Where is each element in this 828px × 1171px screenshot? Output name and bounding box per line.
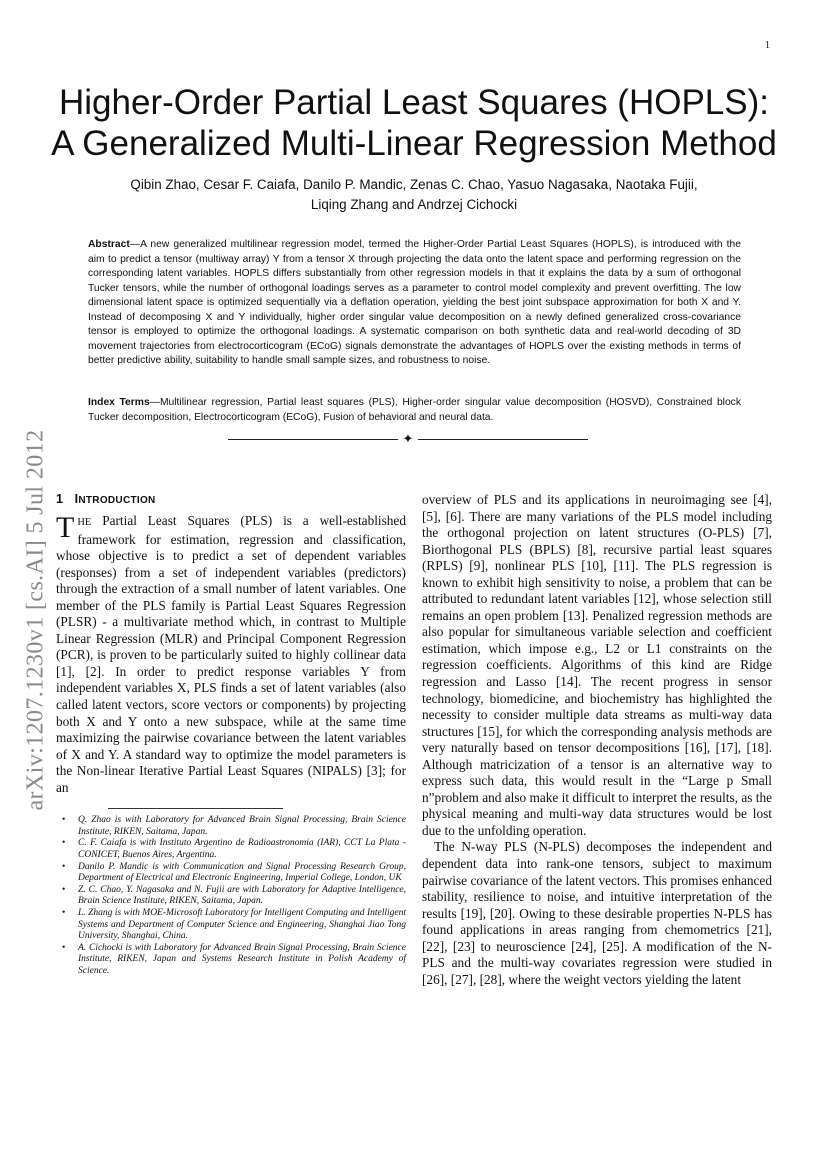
footnote-item: • Z. C. Chao, Y. Nagasaka and N. Fujii are with Laboratory for Adaptive Intelligence, Brain Science Institute, RIKEN, Saitama, Japan. bbox=[78, 885, 406, 908]
intro-paragraph-2: overview of PLS and its applications in neuroimaging see [4], [5], [6]. There are many variations of the PLS model including the orthogonal projection on latent structures (O-PLS) [7], Biorthogonal PLS (BPLS) [8], recursive partial least squares (RPLS) [9], nonlinear PLS [10], [11]. The PLS regression is known to exhibit high sensitivity to noise, a problem that can be attributed to redundant latent variables [12], whose selection still remains an open problem [13]. Penalized regression methods are also popular for simultaneous variable selection and coefficient estimation, which impose e.g., L2 or L1 constraints on the regression coefficients. Algorithms of this kind are Ridge regression and Lasso [14]. The recent progress in sensor technology, biomedicine, and biochemistry has highlighted the necessity to consider multiple data streams as multi-way data structures [15], for which the corresponding analysis methods are very naturally based on tensor decompositions [16], [17], [18]. Although matricization of a tensor is an alternative way to express such data, this would result in the “Large p Small n”problem and also make it difficult to interpret the results, as the physical meaning and multi-way data structures would be lost due to the unfolding operation. bbox=[422, 492, 772, 838]
section-number: 1 bbox=[56, 492, 64, 506]
abstract-label: Abstract bbox=[88, 239, 130, 250]
author-list bbox=[110, 175, 718, 215]
section-title-rest: NTRODUCTION bbox=[78, 495, 156, 506]
intro-left-text: Partial Least Squares (PLS) is a well-established framework for estimation, regression and classification, whose objective is to predict a set of dependent variables (responses) from a set of independent variables (predictors) through the extraction of a small number of latent variables. One member of the PLS family is Partial Least Squares Regression (PLSR) - a multivariate method which, in contrast to Multiple Linear Regression (MLR) and Principal Component Regression (PCR), is proven to be particularly suited to highly collinear data [1], [2]. In order to predict response variables Y from independent variables X, PLS finds a set of latent variables (also called latent vectors, score vectors or components) by projecting both X and Y onto a new subspace, while at the same time maximizing the pairwise covariance between the latent variables of X and Y. A standard way to optimize the model parameters is the Non-linear Iterative Partial Least Squares (NIPALS) [3]; for an bbox=[56, 513, 406, 795]
arxiv-identifier bbox=[20, 395, 52, 845]
intro-first-word-rest: HE bbox=[77, 517, 92, 528]
title-line-2: A Generalized Multi-Linear Regression Method bbox=[51, 124, 777, 163]
intro-paragraph-3: The N-way PLS (N-PLS) decomposes the independent and dependent data into rank-one tensors, subject to maximum pairwise covariance of the latent vectors. This promises enhanced stability, resilience to noise, and intuitive interpretation of the results [19], [20]. Owing to these desirable properties N-PLS has found applications in areas ranging from chemometrics [21], [22], [23] to neuroscience [24], [25]. A modification of the N-PLS and the multi-way covariates regression were studied in [26], [27], [28], where the weight vectors yielding the latent bbox=[422, 839, 772, 987]
affiliation-footnotes bbox=[56, 815, 406, 977]
paper-title bbox=[40, 82, 788, 164]
abstract-text: —A new generalized multilinear regression model, termed the Higher-Order Partial Least Squares (HOPLS), is introduced with the aim to predict a tensor (multiway array) Y from a tensor X through projecting the data onto the latent space and performing regression on the corresponding latent variables. HOPLS differs substantially from other regression models in that it explains the data by a sum of orthogonal Tucker tensors, while the number of orthogonal loadings serves as a parameter to control model complexity and prevent overfitting. The low dimensional latent space is optimized sequentially via a deflation operation, yielding the best joint subspace approximation for both X and Y. Instead of decomposing X and Y individually, higher order singular value decomposition on a newly defined generalized cross-covariance tensor is employed to optimize the orthogonal loadings. A systematic comparison on both synthetic data and real-world decoding of 3D movement trajectories from electrocorticogram (ECoG) signals demonstrate the advantages of HOPLS over the existing methods in terms of better predictive ability, suitability to handle small sample sizes, and robustness to noise. bbox=[88, 239, 741, 367]
drop-cap: T bbox=[56, 511, 75, 544]
right-column bbox=[422, 492, 772, 988]
index-terms-label: Index Terms bbox=[88, 397, 150, 408]
footnote-rule bbox=[108, 808, 283, 809]
arxiv-identifier-text: arXiv:1207.1230v1 [cs.AI] 5 Jul 2012 bbox=[22, 429, 49, 811]
section-divider bbox=[228, 432, 588, 446]
footnote-item: • A. Cichocki is with Laboratory for Advanced Brain Signal Processing, Brain Science Institute, RIKEN, Japan and Systems Research Institute in Polish Academy of Science. bbox=[78, 943, 406, 978]
page-number: 1 bbox=[765, 40, 770, 51]
authors-line-2: Liqing Zhang and Andrzej Cichocki bbox=[310, 197, 518, 212]
footnote-item: • Danilo P. Mandic is with Communication and Signal Processing Research Group, Department of Electrical and Electronic Engineering, Imperial College, London, UK bbox=[78, 862, 406, 885]
footnote-item: • C. F. Caiafa is with Instituto Argentino de Radioastronomía (IAR), CCT La Plata - CONICET, Buenos Aires, Argentina. bbox=[78, 838, 406, 861]
section-heading-introduction bbox=[56, 492, 406, 509]
left-column bbox=[56, 492, 406, 978]
divider-ornament-icon: ✦ bbox=[402, 431, 414, 446]
abstract bbox=[88, 238, 741, 369]
intro-paragraph-1 bbox=[56, 513, 406, 796]
title-line-1: Higher-Order Partial Least Squares (HOPLS): bbox=[59, 83, 769, 122]
index-terms bbox=[88, 396, 741, 425]
divider-rule-left bbox=[228, 439, 398, 440]
section-title-initial: I bbox=[74, 492, 79, 506]
footnote-item: • L. Zhang is with MOE-Microsoft Laboratory for Intelligent Computing and Intelligent Systems and Department of Computer Science and Engineering, Shanghai Jiao Tong University, Shanghai, China. bbox=[78, 908, 406, 943]
authors-line-1: Qibin Zhao, Cesar F. Caiafa, Danilo P. Mandic, Zenas C. Chao, Yasuo Nagasaka, Naotaka Fujii, bbox=[130, 177, 698, 192]
index-terms-text: —Multilinear regression, Partial least squares (PLS), Higher-order singular value decomposition (HOSVD), Constrained block Tucker decomposition, Electrocorticogram (ECoG), Fusion of behavioral and neural data. bbox=[88, 397, 741, 423]
footnote-item: • Q. Zhao is with Laboratory for Advanced Brain Signal Processing, Brain Science Institute, RIKEN, Saitama, Japan. bbox=[78, 815, 406, 838]
divider-rule-right bbox=[418, 439, 588, 440]
